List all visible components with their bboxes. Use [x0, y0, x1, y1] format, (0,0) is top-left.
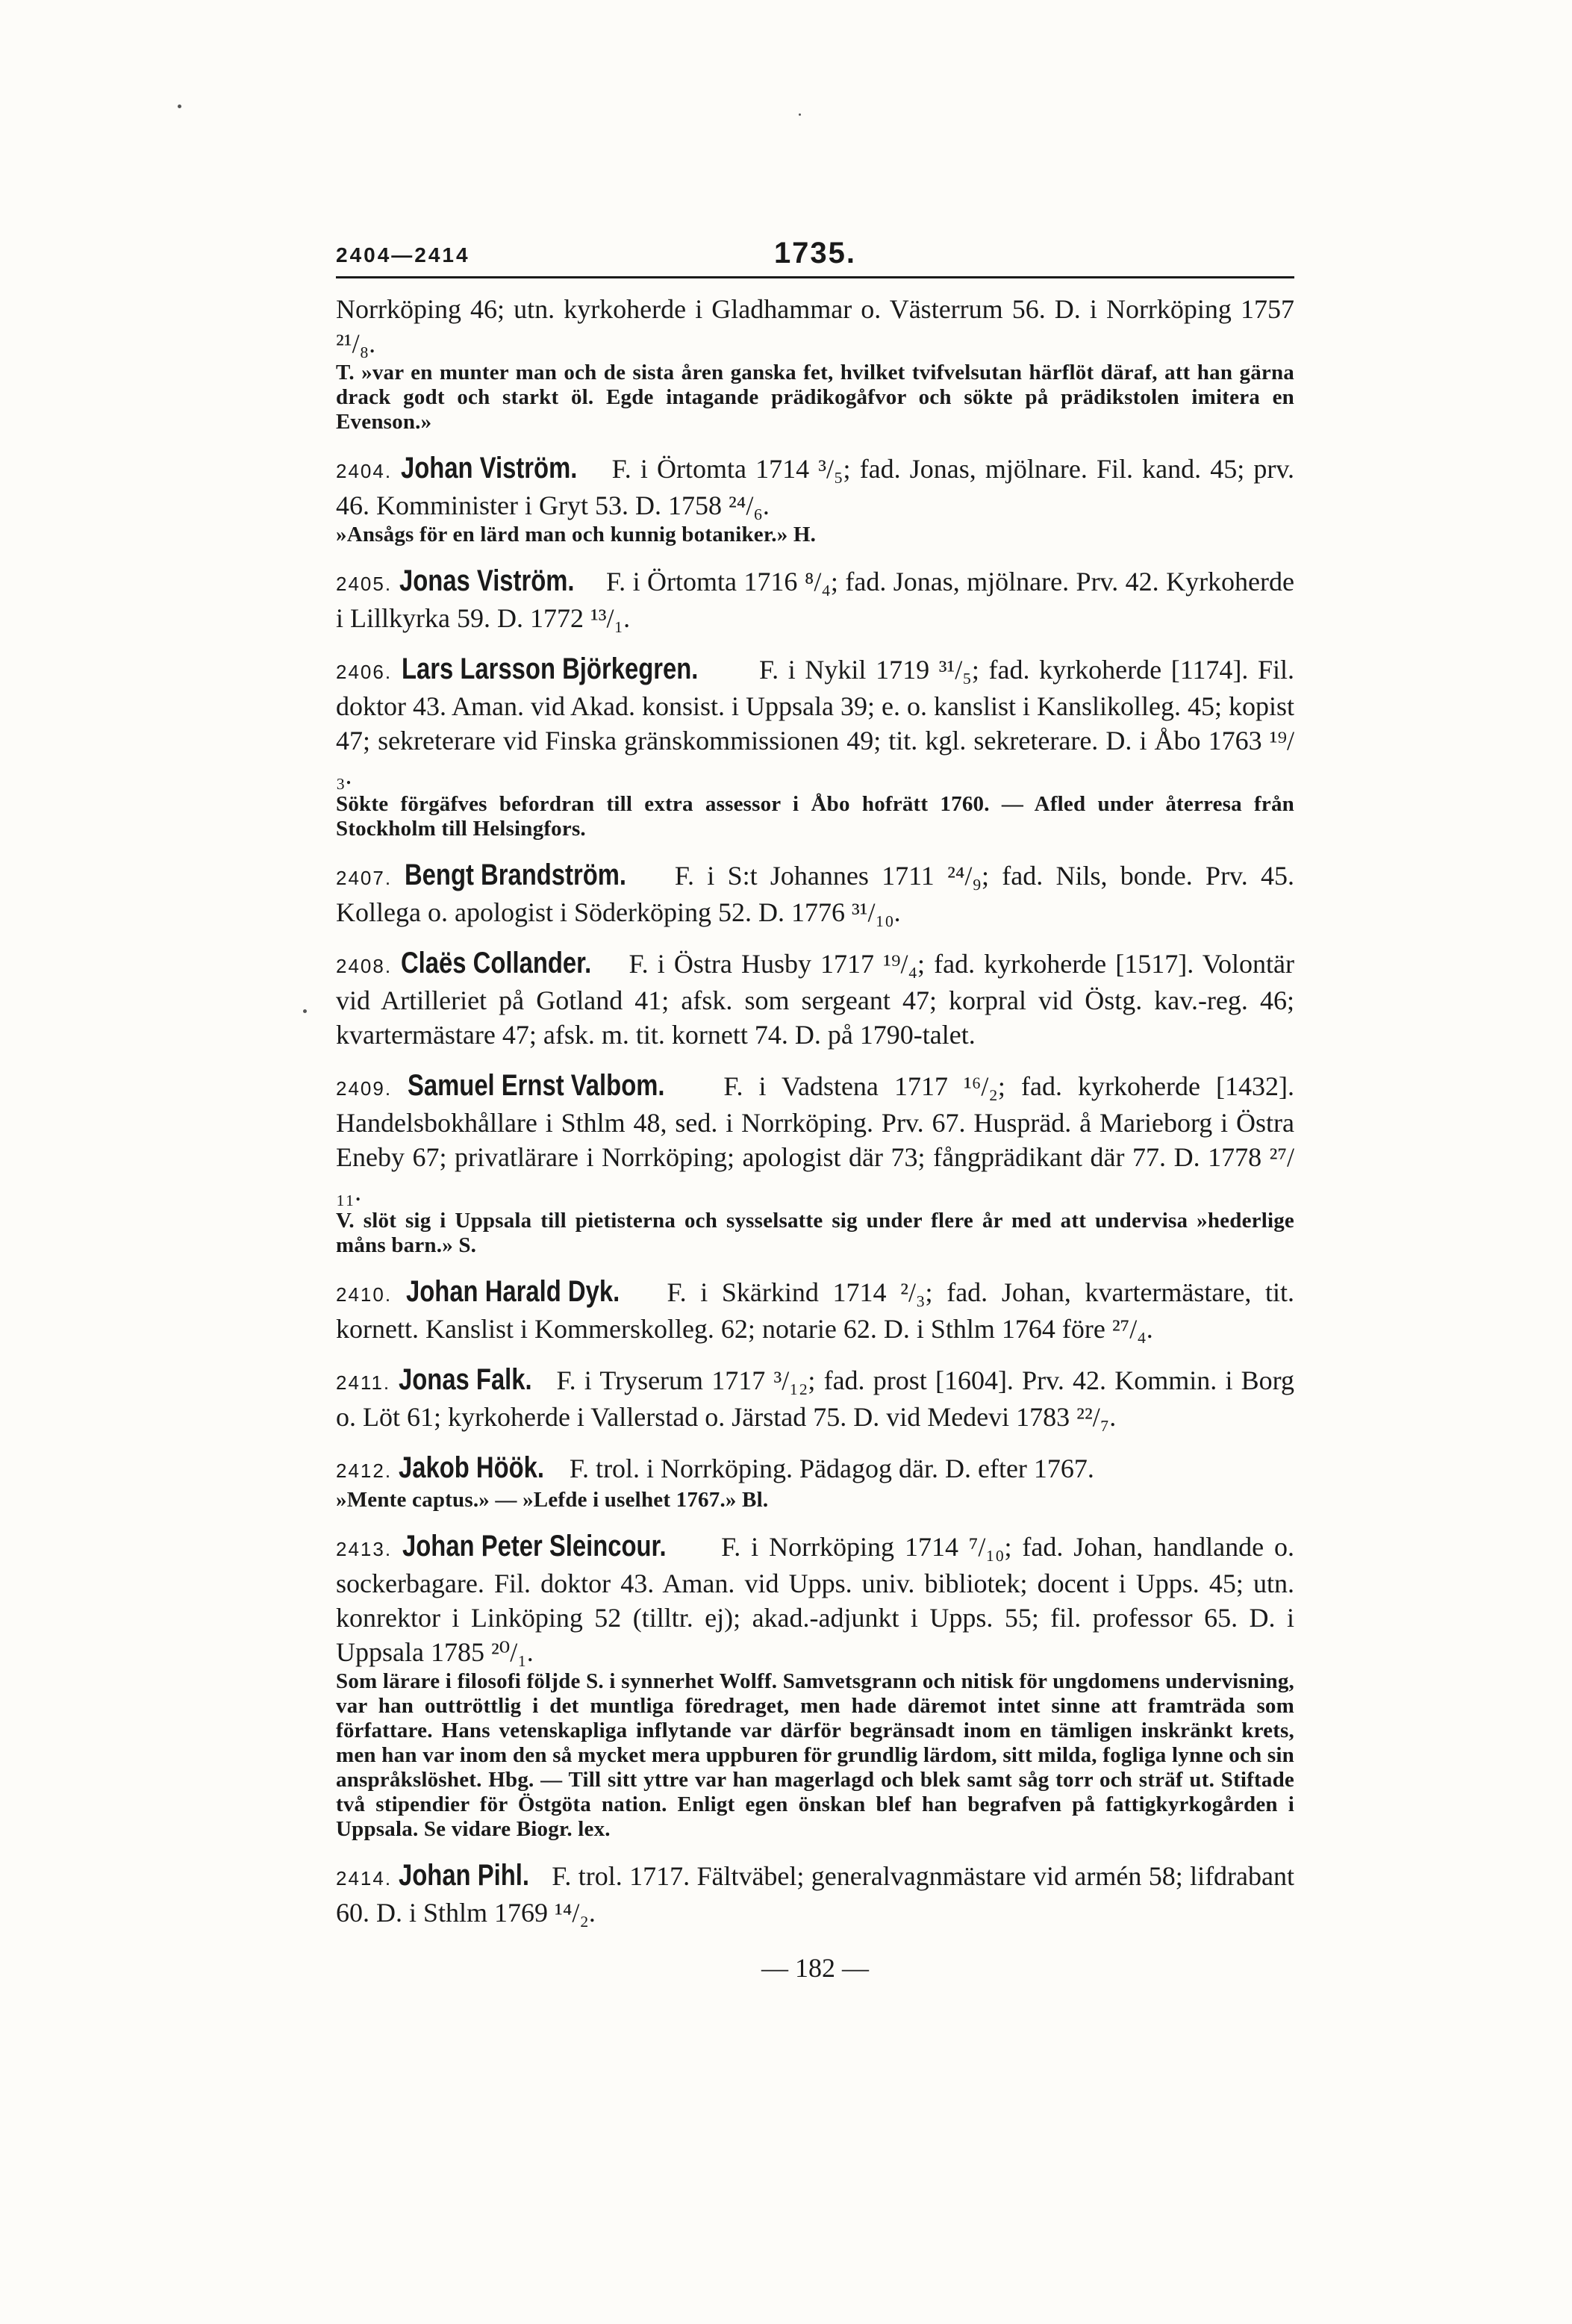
- entry-text: [336, 858, 1294, 929]
- list-item: [336, 1362, 1294, 1434]
- entry-range: 2404—2414: [336, 243, 470, 267]
- entry-name: Johan Viström.: [401, 452, 578, 485]
- entry-body: F. i S:t Johannes 1711 ²⁴/₉; fad. Nils, bonde. Prv. 45. Kollega o. apologist i Söderköping 52. D. 1776 ³¹/₁₀.: [336, 861, 1294, 927]
- entry-text: [336, 946, 1294, 1052]
- list-item: [336, 652, 1294, 841]
- list-item: [336, 1274, 1294, 1346]
- entry-number: 2408.: [336, 955, 393, 977]
- entry-body: F. i Skärkind 1714 ²/₃; fad. Johan, kvartermästare, tit. kornett. Kanslist i Kommerskolleg. 62; notarie 62. D. i Sthlm 1764 före ²⁷/₄.: [336, 1277, 1295, 1344]
- preamble-text: Norrköping 46; utn. kyrkoherde i Gladhammar o. Västerrum 56. D. i Norrköping 1757 ²¹/₈.: [336, 294, 1294, 358]
- entry-body: F. i Vadstena 1717 ¹⁶/₂; fad. kyrkoherde [1432]. Handelsbokhållare i Sthlm 48, sed. i Norrköping. Prv. 67. Huspräd. å Marieborg i Östra Eneby 67; privatlärare i Norrköping; apologist där 73; fångprädikant där 77. D. 1778 ²⁷/₁₁.: [336, 1071, 1294, 1206]
- entry-text: [336, 1274, 1294, 1346]
- entry-text: [336, 1858, 1294, 1930]
- entry-number: 2407.: [336, 867, 393, 889]
- entry-note: »Ansågs för en lärd man och kunnig botaniker.» H.: [336, 523, 817, 546]
- list-item: [336, 1068, 1294, 1258]
- entry-body: F. i Norrköping 1714 ⁷/₁₀; fad. Johan, handlande o. sockerbagare. Fil. doktor 43. Aman. vid Upps. univ. bibliotek; docent i Upps. 45; utn. konrektor i Linköping 52 (tilltr. ej); akad.-adjunkt i Upps. 55; fil. professor 65. D. i Uppsala 1785 ²⁰/₁.: [336, 1532, 1295, 1667]
- entry-text: [336, 1529, 1294, 1669]
- entry-body: F. i Östra Husby 1717 ¹⁹/₄; fad. kyrkoherde [1517]. Volontär vid Artilleriet på Gotland 41; afsk. som sergeant 47; korpral vid Östg. kav.-reg. 46; kvartermästare 47; afsk. m. tit. kornett 74. D. på 1790-talet.: [336, 949, 1295, 1050]
- entry-name: Claës Collander.: [401, 947, 592, 979]
- speck: [303, 1009, 307, 1013]
- entry-name: Johan Harald Dyk.: [405, 1275, 620, 1308]
- entry-body: F. i Tryserum 1717 ³/₁₂; fad. prost [1604]. Prv. 42. Kommin. i Borg o. Löt 61; kyrkoherde i Vallerstad o. Järstad 75. D. vid Medevi 1783 ²²/₇.: [336, 1365, 1295, 1432]
- list-item: [336, 1529, 1294, 1842]
- entry-body: F. i Örtomta 1714 ³/₅; fad. Jonas, mjölnare. Fil. kand. 45; prv. 46. Komminister i Gryt 53. D. 1758 ²⁴/₆.: [336, 454, 1295, 520]
- entry-note: V. slöt sig i Uppsala till pietisterna och sysselsatte sig under flere år med att undervisa »hederlige måns barn.» S.: [336, 1209, 1294, 1257]
- entry-name: Jonas Falk.: [399, 1363, 533, 1396]
- entry-name: Jakob Höök.: [399, 1451, 545, 1484]
- speck: [178, 105, 181, 108]
- entry-number: 2414.: [336, 1867, 393, 1890]
- entry-text: [336, 1068, 1294, 1209]
- list-item: [336, 451, 1294, 547]
- page-number: — 182 —: [761, 1953, 869, 1983]
- page-header: [336, 221, 1294, 278]
- entry-name: Bengt Brandström.: [405, 859, 627, 891]
- entry-body: F. i Nykil 1719 ³¹/₅; fad. kyrkoherde [1174]. Fil. doktor 43. Aman. vid Akad. konsist. i Uppsala 39; e. o. kanslist i Kanslikolleg. 45; kopist 47; sekreterare vid Finska gränskommissionen 49; tit. kgl. sekreterare. D. i Åbo 1763 ¹⁹/₃.: [336, 655, 1295, 790]
- list-item: [336, 858, 1294, 929]
- entry-number: 2409.: [336, 1077, 393, 1100]
- entry-note: Som lärare i filosofi följde S. i synnerhet Wolff. Samvetsgrann och nitisk för ungdomens undervisning, var han outtröttlig i det muntliga föredraget, men hade däremot intet sinne att framträda som författare. Hans vetenskapliga inflytande var därför begränsadt inom en tämligen inskränkt krets, men han var inom den så mycket mera uppburen för grundlig lärdom, sitt milda, fogliga lynne och sin anspråkslöshet. Hbg. — Till sitt yttre var han magerlagd och blek samt såg torr och sträf ut. Stiftade två stipendier för Östgöta nation. Enligt egen önskan blef han begrafven på fattigkyrkogården i Uppsala. Se vidare Biogr. lex.: [336, 1669, 1294, 1841]
- entry-number: 2404.: [336, 460, 393, 482]
- page: [336, 221, 1294, 1984]
- entry-number: 2410.: [336, 1283, 393, 1306]
- entry-text: [336, 451, 1294, 523]
- entry-text: [336, 652, 1294, 792]
- entry-name: Johan Peter Sleincour.: [402, 1530, 667, 1563]
- entry-name: Lars Larsson Björkegren.: [401, 652, 699, 685]
- entry-number: 2413.: [336, 1538, 393, 1560]
- preamble-note: T. »var en munter man och de sista åren ganska fet, hvilket tvifvelsutan härflöt däraf, att han gärna drack godt och starkt öl. Egde intagande prädikogåfvor och sökte på prädikstolen imitera en Evenson.»: [336, 361, 1294, 434]
- entry-name: Johan Pihl.: [399, 1859, 530, 1892]
- entry-note: »Mente captus.» — »Lefde i uselhet 1767.» Bl.: [336, 1488, 769, 1512]
- preamble: [336, 292, 1294, 434]
- entry-text: [336, 1451, 1294, 1488]
- entry-body: F. trol. 1717. Fältväbel; generalvagnmästare vid armén 58; lifdrabant 60. D. i Sthlm 1769 ¹⁴/₂.: [336, 1861, 1295, 1928]
- entry-number: 2411.: [336, 1371, 391, 1394]
- entry-list: [336, 451, 1294, 1930]
- list-item: [336, 1451, 1294, 1513]
- page-year: 1735.: [773, 237, 857, 270]
- entry-body: F. trol. i Norrköping. Pädagog där. D. efter 1767.: [569, 1454, 1094, 1483]
- entry-name: Samuel Ernst Valbom.: [408, 1069, 665, 1102]
- entry-name: Jonas Viström.: [399, 564, 575, 597]
- entry-body: F. i Örtomta 1716 ⁸/₄; fad. Jonas, mjölnare. Prv. 42. Kyrkoherde i Lillkyrka 59. D. 1772 ¹³/₁.: [336, 567, 1295, 633]
- list-item: [336, 946, 1294, 1052]
- list-item: [336, 1858, 1294, 1930]
- entry-number: 2406.: [336, 661, 393, 683]
- list-item: [336, 564, 1294, 635]
- entry-number: 2405.: [336, 573, 393, 595]
- entry-note: Sökte förgäfves befordran till extra assessor i Åbo hofrätt 1760. — Afled under återresa från Stockholm till Helsingfors.: [336, 792, 1294, 841]
- speck: [799, 113, 801, 116]
- page-body: [336, 292, 1294, 1984]
- entry-number: 2412.: [336, 1459, 393, 1482]
- entry-text: [336, 1362, 1294, 1434]
- entry-text: [336, 564, 1294, 635]
